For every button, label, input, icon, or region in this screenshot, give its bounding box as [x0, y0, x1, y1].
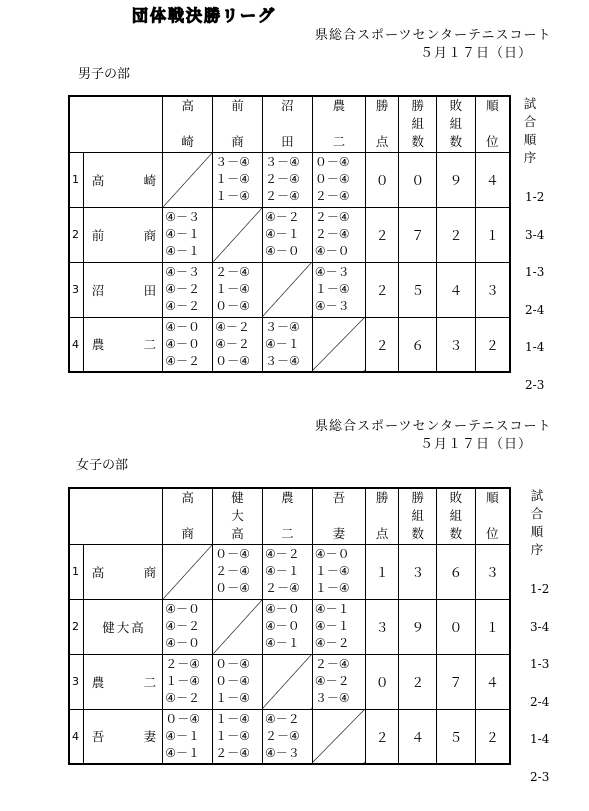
men-score-line: ④－０ — [165, 336, 200, 351]
men-order-item: 1-4 — [525, 340, 545, 354]
men-score-line: ④－２ — [165, 353, 200, 368]
women-header-wins-char: 数 — [411, 526, 425, 542]
women-header-wins — [399, 488, 437, 544]
men-score-cell — [163, 317, 213, 372]
men-order-item: 2-4 — [525, 302, 545, 317]
men-score-line: ④－１ — [264, 227, 300, 241]
men-league-table — [68, 95, 511, 373]
women-order-item: 1-4 — [530, 732, 550, 746]
women-school-name-char: 商 — [143, 564, 157, 580]
women-score-line: ④－２ — [165, 691, 200, 705]
men-score-cell — [312, 207, 365, 262]
women-self-match-diagonal — [262, 654, 312, 709]
women-row-number: 4 — [69, 709, 83, 764]
men-score-line: ２－④ — [314, 227, 350, 241]
men-header-losses-char: 組 — [449, 116, 463, 132]
men-header-opponent-3-char: 田 — [281, 134, 294, 150]
men-school-name — [83, 207, 162, 262]
men-score-cell — [163, 207, 213, 262]
women-school-name-chars — [84, 673, 162, 691]
women-score-line: １－④ — [314, 564, 350, 578]
women-score-line: ２－④ — [165, 657, 200, 671]
men-order-header-char: 順 — [523, 132, 537, 147]
table-row — [69, 207, 510, 262]
women-order-header-char: 順 — [530, 524, 544, 539]
men-score-line: ④－１ — [165, 244, 200, 258]
men-score-line: ④－２ — [165, 282, 200, 296]
men-wins-cell: ０ — [399, 152, 437, 207]
women-rank-cell: ４ — [475, 654, 510, 709]
men-self-match-diagonal — [213, 207, 263, 262]
men-self-match-diagonal — [163, 152, 213, 207]
men-score-line: ３－④ — [264, 319, 300, 334]
women-header-losses — [437, 488, 476, 544]
men-header-opponent-1-char: 高 — [181, 98, 194, 114]
women-section-label: 女子の部 — [76, 458, 129, 473]
women-header-opponent-1-char: 高 — [181, 490, 194, 506]
women-venue: 県総合スポーツセンターテニスコート — [315, 419, 552, 434]
women-header-opponent-3 — [262, 488, 312, 544]
women-header-opponent-2-char: 高 — [231, 526, 244, 542]
women-school-name — [83, 599, 162, 654]
women-score-line: １－④ — [215, 711, 250, 726]
women-school-name-chars — [84, 727, 162, 745]
women-score-line: ３－④ — [314, 691, 350, 705]
men-points-cell: ２ — [365, 262, 399, 317]
women-header-rank-char — [476, 507, 509, 525]
men-row-number: 2 — [69, 207, 83, 262]
women-score-line: ２－④ — [314, 657, 350, 671]
men-score-cell — [262, 317, 312, 372]
men-score-line: ２－④ — [314, 210, 350, 224]
men-venue: 県総合スポーツセンターテニスコート — [315, 28, 552, 43]
women-score-line: ④－０ — [264, 602, 300, 616]
women-score-cell — [163, 654, 213, 709]
men-school-name-char: 沼 — [91, 282, 105, 298]
men-header-row — [69, 96, 510, 152]
women-score-cell — [312, 544, 365, 599]
men-header-losses — [437, 96, 476, 152]
women-losses-cell: ０ — [437, 599, 476, 654]
women-header-opponent-1-char — [163, 507, 212, 525]
women-score-line: ０－④ — [215, 674, 250, 688]
men-school-name-char: 前 — [91, 227, 105, 243]
table-row — [69, 709, 510, 764]
women-date: ５月１７日（日） — [420, 437, 533, 452]
men-header-wins-char: 組 — [411, 116, 425, 132]
page-title: 団体戦決勝リーグ — [132, 6, 277, 25]
men-score-cell — [213, 152, 263, 207]
men-header-points-char: 勝 — [375, 98, 389, 114]
women-header-opponent-4-char: 吾 — [332, 490, 346, 506]
table-row — [69, 599, 510, 654]
men-points-cell: ０ — [365, 152, 399, 207]
men-row-number: 4 — [69, 317, 83, 372]
men-header-opponent-1 — [163, 96, 213, 152]
women-score-line: ④－２ — [314, 674, 350, 688]
men-losses-cell: ９ — [437, 152, 476, 207]
women-order-header — [527, 487, 547, 559]
women-league-table — [68, 487, 511, 765]
men-score-line: ④－１ — [264, 336, 300, 351]
men-header-wins-char: 数 — [411, 134, 425, 150]
women-rank-cell: １ — [475, 599, 510, 654]
women-header-losses-char: 敗 — [449, 490, 463, 506]
women-score-line: ④－１ — [264, 636, 300, 650]
women-points-cell: ３ — [365, 599, 399, 654]
men-order-header-char: 試 — [523, 96, 537, 111]
women-header-opponent-4-char — [313, 507, 365, 525]
women-header-points-char — [366, 507, 399, 525]
women-score-cell — [262, 599, 312, 654]
men-header-rank-char: 位 — [486, 134, 499, 150]
men-school-name — [83, 317, 162, 372]
women-order-header-char: 試 — [530, 488, 544, 503]
women-header-opponent-2-char: 大 — [231, 508, 244, 524]
men-score-line: ④－０ — [314, 244, 350, 258]
men-header-rank-char: 順 — [486, 98, 499, 114]
men-header-opponent-2-char: 前 — [231, 98, 244, 114]
men-score-cell — [262, 152, 312, 207]
women-order-header-char: 合 — [530, 506, 544, 521]
women-header-points-char: 勝 — [375, 490, 389, 506]
men-score-line: ３－④ — [264, 155, 300, 169]
women-score-line: ④－０ — [314, 547, 350, 561]
women-self-match-diagonal — [213, 599, 263, 654]
men-date: ５月１７日（日） — [420, 46, 533, 61]
men-score-line: ④－２ — [264, 210, 300, 224]
women-score-line: ０－④ — [215, 547, 250, 561]
women-order-item: 2-4 — [530, 694, 550, 709]
women-score-cell — [262, 709, 312, 764]
men-school-name-chars — [84, 281, 162, 299]
men-rank-cell: ４ — [475, 152, 510, 207]
men-header-opponent-2-char: 商 — [231, 134, 244, 150]
women-losses-cell: ５ — [437, 709, 476, 764]
men-header-wins — [399, 96, 437, 152]
men-score-line: １－④ — [314, 282, 350, 296]
women-header-opponent-4-char: 妻 — [332, 526, 346, 542]
women-header-rank — [475, 488, 510, 544]
women-points-cell: ０ — [365, 654, 399, 709]
women-header-wins-char: 組 — [411, 508, 425, 524]
women-header-points-char: 点 — [375, 526, 389, 542]
men-score-line: ④－２ — [165, 299, 200, 313]
women-header-opponent-2 — [213, 488, 263, 544]
women-header-opponent-2-char: 健 — [231, 490, 244, 506]
women-rank-cell: ２ — [475, 709, 510, 764]
women-header-losses-char: 組 — [449, 508, 463, 524]
women-school-name-char: 妻 — [143, 729, 157, 745]
women-header-corner — [69, 488, 163, 544]
men-school-name-char: 農 — [91, 337, 105, 353]
men-score-line: ０－④ — [215, 353, 250, 368]
men-header-losses-char: 敗 — [449, 98, 463, 114]
men-score-line: ④－２ — [215, 336, 250, 351]
men-self-match-diagonal — [312, 317, 365, 372]
women-order-item: 2-3 — [530, 769, 550, 784]
men-school-name-char: 高 — [91, 172, 105, 188]
men-score-line: ０－④ — [314, 155, 350, 169]
women-header-opponent-4 — [312, 488, 365, 544]
women-score-line: ④－１ — [165, 745, 200, 760]
women-score-line: ④－３ — [264, 745, 300, 760]
men-losses-cell: ２ — [437, 207, 476, 262]
men-score-line: ④－３ — [165, 210, 200, 224]
women-order-item: 1-2 — [530, 582, 550, 596]
men-header-wins-char: 勝 — [411, 98, 425, 114]
men-rank-cell: ２ — [475, 317, 510, 372]
women-score-line: ２－④ — [215, 564, 250, 578]
women-score-line: ０－④ — [215, 657, 250, 671]
men-rank-cell: １ — [475, 207, 510, 262]
women-school-name — [83, 544, 162, 599]
women-school-name-char: 高 — [131, 619, 144, 635]
men-header-opponent-1-char — [163, 115, 212, 133]
men-score-line: １－④ — [215, 282, 250, 296]
women-row-number: 3 — [69, 654, 83, 709]
men-row-number: 1 — [69, 152, 83, 207]
men-score-line: ２－④ — [314, 189, 350, 203]
women-score-cell — [163, 709, 213, 764]
men-order-header-char: 序 — [523, 150, 537, 165]
women-score-line: ④－０ — [165, 602, 200, 616]
men-score-cell — [262, 207, 312, 262]
men-score-line: ３－④ — [264, 353, 300, 368]
men-score-line: ④－０ — [264, 244, 300, 258]
women-points-cell: ２ — [365, 709, 399, 764]
women-score-line: １－④ — [165, 674, 200, 688]
women-score-cell — [262, 544, 312, 599]
table-row — [69, 262, 510, 317]
women-header-rank-char: 順 — [486, 490, 499, 506]
women-score-line: ④－１ — [314, 602, 350, 616]
men-header-losses-char: 数 — [449, 134, 463, 150]
women-school-name-char: 農 — [91, 674, 105, 690]
men-header-opponent-4-char: 二 — [332, 134, 346, 150]
men-school-name-chars — [84, 226, 162, 244]
women-score-cell — [213, 544, 263, 599]
women-score-line: ④－１ — [264, 564, 300, 578]
women-header-opponent-3-char: 二 — [281, 526, 294, 542]
women-school-name-char: 二 — [143, 674, 157, 690]
women-school-name-char: 健 — [102, 619, 115, 635]
men-score-line: １－④ — [215, 189, 250, 203]
men-school-name-chars — [84, 171, 162, 189]
men-score-line: ④－０ — [165, 319, 200, 334]
women-self-match-diagonal — [163, 544, 213, 599]
women-row-number: 1 — [69, 544, 83, 599]
men-header-points — [365, 96, 399, 152]
women-score-line: ④－０ — [165, 636, 200, 650]
men-school-name-char: 二 — [143, 337, 157, 353]
women-score-line: ④－２ — [264, 711, 300, 726]
men-self-match-diagonal — [262, 262, 312, 317]
women-header-row — [69, 488, 510, 544]
men-header-rank — [475, 96, 510, 152]
men-header-points-char — [366, 115, 399, 133]
men-score-cell — [312, 262, 365, 317]
table-row — [69, 654, 510, 709]
women-wins-cell: ４ — [399, 709, 437, 764]
women-self-match-diagonal — [312, 709, 365, 764]
men-score-cell — [213, 317, 263, 372]
women-score-line: ④－２ — [314, 636, 350, 650]
women-header-opponent-3-char — [263, 507, 312, 525]
women-points-cell: １ — [365, 544, 399, 599]
men-points-cell: ２ — [365, 317, 399, 372]
women-score-line: ０－④ — [165, 711, 200, 726]
men-school-name — [83, 262, 162, 317]
men-score-line: ④－３ — [314, 265, 350, 279]
men-header-opponent-3-char: 沼 — [281, 98, 294, 114]
women-school-name-chars — [84, 563, 162, 581]
women-header-rank-char: 位 — [486, 526, 499, 542]
women-header-opponent-3-char: 農 — [281, 490, 294, 506]
men-score-cell — [163, 262, 213, 317]
women-score-cell — [213, 654, 263, 709]
women-school-name — [83, 709, 162, 764]
men-points-cell: ２ — [365, 207, 399, 262]
women-header-losses-char: 数 — [449, 526, 463, 542]
women-score-line: ２－④ — [264, 581, 300, 595]
men-header-opponent-4 — [312, 96, 365, 152]
women-score-line: ④－２ — [264, 547, 300, 561]
women-rank-cell: ３ — [475, 544, 510, 599]
men-row-number: 3 — [69, 262, 83, 317]
men-header-opponent-1-char: 崎 — [181, 134, 194, 150]
women-order-header-char: 序 — [530, 542, 544, 557]
men-order-item: 2-3 — [525, 377, 545, 392]
men-header-opponent-4-char: 農 — [332, 98, 346, 114]
men-score-line: １－④ — [215, 172, 250, 186]
men-school-name-char: 商 — [143, 227, 157, 243]
women-losses-cell: ７ — [437, 654, 476, 709]
women-wins-cell: ２ — [399, 654, 437, 709]
women-school-name — [83, 654, 162, 709]
men-header-points-char: 点 — [375, 134, 389, 150]
men-school-name-chars — [84, 335, 162, 353]
women-score-line: ２－④ — [264, 728, 300, 743]
women-school-name-char: 大 — [116, 619, 130, 635]
men-header-corner — [69, 96, 163, 152]
women-school-name-char: 高 — [91, 564, 105, 580]
women-order-item: 3-4 — [530, 619, 550, 634]
women-losses-cell: ６ — [437, 544, 476, 599]
men-score-line: ２－④ — [264, 189, 300, 203]
men-score-line: ３－④ — [215, 155, 250, 169]
men-header-opponent-4-char — [313, 115, 365, 133]
women-score-cell — [163, 599, 213, 654]
men-wins-cell: ５ — [399, 262, 437, 317]
women-score-line: ２－④ — [215, 745, 250, 760]
women-score-line: ④－１ — [165, 728, 200, 743]
men-score-line: ２－④ — [264, 172, 300, 186]
women-school-name-char: 吾 — [91, 729, 105, 745]
women-wins-cell: ３ — [399, 544, 437, 599]
men-score-line: ０－④ — [314, 172, 350, 186]
men-wins-cell: ７ — [399, 207, 437, 262]
men-header-opponent-2 — [213, 96, 263, 152]
women-header-wins-char: 勝 — [411, 490, 425, 506]
table-row — [69, 544, 510, 599]
women-school-name-chars — [84, 618, 162, 636]
men-losses-cell: ３ — [437, 317, 476, 372]
men-school-name — [83, 152, 162, 207]
men-header-opponent-3-char — [263, 115, 312, 133]
women-score-cell — [213, 709, 263, 764]
women-score-line: １－④ — [215, 691, 250, 705]
women-score-line: ④－１ — [314, 619, 350, 633]
men-rank-cell: ３ — [475, 262, 510, 317]
women-score-line: ④－０ — [264, 619, 300, 633]
women-score-line: １－④ — [314, 581, 350, 595]
men-section-label: 男子の部 — [78, 67, 131, 82]
men-score-line: ２－④ — [215, 265, 250, 279]
women-header-points — [365, 488, 399, 544]
men-header-rank-char — [476, 115, 509, 133]
women-header-opponent-1-char: 商 — [181, 526, 194, 542]
women-score-cell — [312, 599, 365, 654]
men-order-header — [520, 95, 540, 167]
men-order-header-char: 合 — [523, 114, 537, 129]
men-order-item: 3-4 — [525, 227, 545, 242]
women-score-line: ④－２ — [165, 619, 200, 633]
men-score-cell — [213, 262, 263, 317]
men-order-item: 1-3 — [525, 265, 545, 279]
men-score-line: ④－３ — [165, 265, 200, 279]
men-order-item: 1-2 — [525, 190, 545, 204]
men-wins-cell: ６ — [399, 317, 437, 372]
men-school-name-char: 田 — [143, 282, 157, 298]
men-school-name-char: 崎 — [143, 172, 157, 188]
table-row — [69, 152, 510, 207]
women-order-item: 1-3 — [530, 657, 550, 671]
men-score-line: ④－３ — [314, 299, 350, 313]
women-score-line: １－④ — [215, 728, 250, 743]
men-score-line: ④－１ — [165, 227, 200, 241]
men-score-line: ０－④ — [215, 299, 250, 313]
men-header-opponent-2-char — [213, 115, 262, 133]
women-wins-cell: ９ — [399, 599, 437, 654]
men-losses-cell: ４ — [437, 262, 476, 317]
women-row-number: 2 — [69, 599, 83, 654]
men-header-opponent-3 — [262, 96, 312, 152]
women-score-cell — [312, 654, 365, 709]
men-score-line: ④－２ — [215, 319, 250, 334]
women-score-line: ０－④ — [215, 581, 250, 595]
women-header-opponent-1 — [163, 488, 213, 544]
men-score-cell — [312, 152, 365, 207]
table-row — [69, 317, 510, 372]
